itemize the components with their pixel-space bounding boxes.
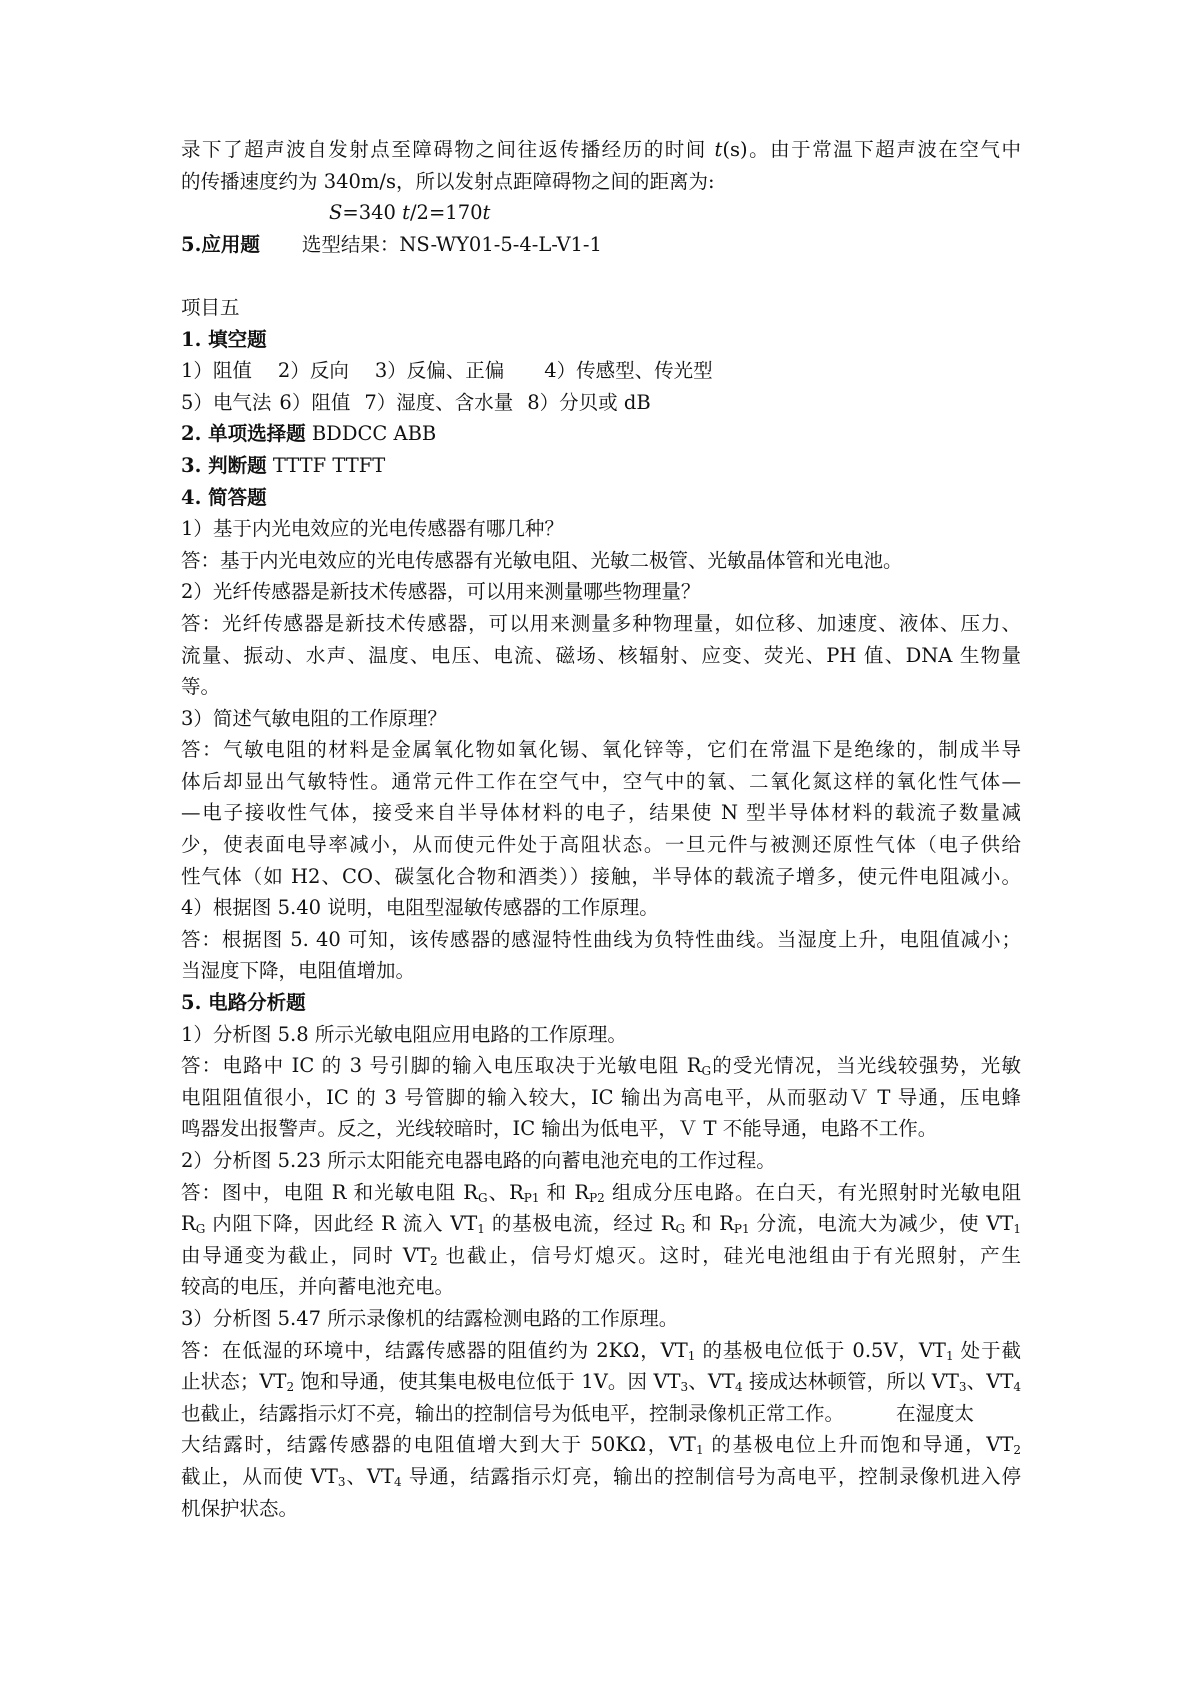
answer-line: 较高的电压，并向蓄电池充电。 bbox=[181, 1275, 455, 1299]
answer-item: 8）分贝或 dB bbox=[527, 390, 651, 414]
answer-line: 答：图中，电阻 R 和光敏电阻 $R_G$、$R_{P1}$ 和 $R_{P2}$ 组成分压电路。在白天，有光照射时光敏电阻 bbox=[181, 1180, 1021, 1205]
var-t: t bbox=[482, 201, 491, 225]
answer-item: 3）反偏、正偏 bbox=[374, 359, 505, 383]
answers: TTTF TTFT bbox=[266, 453, 386, 477]
answer-line: $R_G$ 内阻下降，因此经 R 流入 $VT_1$ 的基极电流，经过 $R_G$ 和 $R_{P1}$ 分流，电流大为减少，使 $VT_1$ bbox=[181, 1212, 1021, 1237]
question: 4）根据图 5.40 说明，电阻型湿敏传感器的工作原理。 bbox=[181, 896, 659, 920]
section-application bbox=[181, 229, 1021, 261]
question: 1）分析图 5.8 所示光敏电阻应用电路的工作原理。 bbox=[181, 1022, 627, 1046]
answer-line: 答：气敏电阻的材料是金属氧化物如氧化锡、氧化锌等，它们在常温下是绝缘的，制成半导 bbox=[181, 738, 1021, 762]
question: 3）简述气敏电阻的工作原理？ bbox=[181, 706, 447, 730]
answer-row bbox=[181, 387, 1021, 419]
answer-item: 4）传感型、传光型 bbox=[544, 359, 713, 383]
answer-line: 鸣器发出报警声。反之，光线较暗时，IC 输出为低电平，Ｖ T 不能导通，电路不工作。 bbox=[181, 1117, 938, 1141]
single-choice bbox=[181, 418, 1021, 450]
section-heading: 2. 单项选择题 bbox=[181, 422, 306, 446]
paragraph-line: 的传播速度约为 340m/s，所以发射点距障碍物之间的距离为: bbox=[181, 169, 715, 193]
var-t: t bbox=[714, 138, 723, 161]
answer-line: 等。 bbox=[181, 675, 221, 699]
answer-line: 性气体（如 H2、CO、碳氢化合物和酒类））接触，半导体的载流子增多，使元件电阻减小。 bbox=[181, 864, 1021, 888]
section-heading: 3. 判断题 bbox=[181, 453, 267, 477]
answer-item: 1）阻值 bbox=[181, 359, 252, 383]
answer-line: 流量、振动、水声、温度、电压、电流、磁场、核辐射、应变、荧光、PH 值、DNA 生物量 bbox=[181, 643, 1021, 667]
answer-line: 答：光纤传感器是新技术传感器，可以用来测量多种物理量，如位移、加速度、液体、压力、 bbox=[181, 611, 1021, 635]
answer-item: 6）阻值 bbox=[279, 390, 351, 414]
answer: 答：基于内光电效应的光电传感器有光敏电阻、光敏二极管、光敏晶体管和光电池。 bbox=[181, 548, 903, 572]
answer-line: 电阻阻值很小，IC 的 3 号管脚的输入较大，IC 输出为高电平，从而驱动Ｖ T 导通，压电蜂 bbox=[181, 1085, 1021, 1109]
question: 2）光纤传感器是新技术传感器，可以用来测量哪些物理量？ bbox=[181, 580, 701, 604]
answer-line: 答：根据图 5. 40 可知，该传感器的感湿特性曲线为负特性曲线。当湿度上升，电阻值减小； bbox=[181, 927, 1021, 951]
answer-line: 答：电路中 IC 的 3 号引脚的输入电压取决于光敏电阻 $R_G$的受光情况，当光线较强势，光敏 bbox=[181, 1054, 1021, 1079]
answer-line: 当湿度下降，电阻值增加。 bbox=[181, 959, 416, 983]
answers: BDDCC ABB bbox=[305, 422, 437, 446]
answer-item: 7）湿度、含水量 bbox=[364, 390, 514, 414]
answer-line: 少，使表面电导率减小，从而使元件处于高阻状态。一旦元件与被测还原性气体（电子供给 bbox=[181, 833, 1021, 857]
answer-line: 大结露时，结露传感器的电阻值增大到大于 50KΩ，$VT_1$ 的基极电位上升而饱和导通，$VT_2$ bbox=[181, 1433, 1021, 1458]
project-title: 项目五 bbox=[181, 295, 240, 319]
section-heading: 1. 填空题 bbox=[181, 327, 267, 351]
answer-line: 体后却显出气敏特性。通常元件工作在空气中，空气中的氧、二氧化氮这样的氧化性气体— bbox=[181, 769, 1021, 793]
section-heading: 4. 简答题 bbox=[181, 485, 267, 509]
section-heading: 5. 电路分析题 bbox=[181, 991, 306, 1015]
answer-line: 机保护状态。 bbox=[181, 1496, 299, 1520]
true-false bbox=[181, 450, 1021, 482]
answer-row bbox=[181, 355, 1021, 387]
answer-line: 截止，从而使 $VT_3$、$VT_4$ 导通，结露指示灯亮，输出的控制信号为高电平，控制录像机进入停 bbox=[181, 1464, 1021, 1489]
text: (s)。由于常温下超声波在空气中 bbox=[722, 138, 1021, 161]
answer-item: 5）电气法 bbox=[181, 390, 272, 414]
answer-line: 答：在低湿的环境中，结露传感器的阻值约为 2KΩ，$VT_1$ 的基极电位低于 0.5V，$VT_1$ 处于截 bbox=[181, 1338, 1021, 1363]
answer-line: —电子接收性气体，接受来自半导体材料的电子，结果使 N 型半导体材料的载流子数量减 bbox=[181, 801, 1021, 825]
document-body bbox=[181, 134, 1021, 1524]
question: 2）分析图 5.23 所示太阳能充电器电路的向蓄电池充电的工作过程。 bbox=[181, 1149, 776, 1172]
var-t: t bbox=[402, 201, 410, 225]
section-heading: 5.应用题 bbox=[181, 232, 260, 256]
selection-result: 选型结果：NS-WY01-5-4-L-V1-1 bbox=[301, 232, 602, 256]
answer-line: 止状态；$VT_2$ 饱和导通，使其集电极电位低于 1V。因 $VT_3$、$VT_4$ 接成达林顿管，所以 $VT_3$、$VT_4$ bbox=[181, 1370, 1021, 1395]
question: 1）基于内光电效应的光电传感器有哪几种？ bbox=[181, 517, 564, 541]
text: 录下了超声波自发射点至障碍物之间往返传播经历的时间 bbox=[181, 138, 715, 161]
answer-line: 由导通变为截止，同时 $VT_2$ 也截止，信号灯熄灭。这时，硅光电池组由于有光照射，产生 bbox=[181, 1243, 1021, 1268]
paragraph-line bbox=[181, 134, 1021, 166]
var-s: S bbox=[329, 201, 343, 225]
question: 3）分析图 5.47 所示录像机的结露检测电路的工作原理。 bbox=[181, 1306, 679, 1330]
text: =340 bbox=[342, 201, 403, 225]
formula bbox=[181, 197, 1021, 229]
answer-item: 2）反向 bbox=[277, 359, 349, 383]
text: /2=170 bbox=[409, 201, 483, 225]
answer-line: 也截止，结露指示灯不亮，输出的控制信号为低电平，控制录像机正常工作。 在湿度太 bbox=[181, 1401, 975, 1425]
